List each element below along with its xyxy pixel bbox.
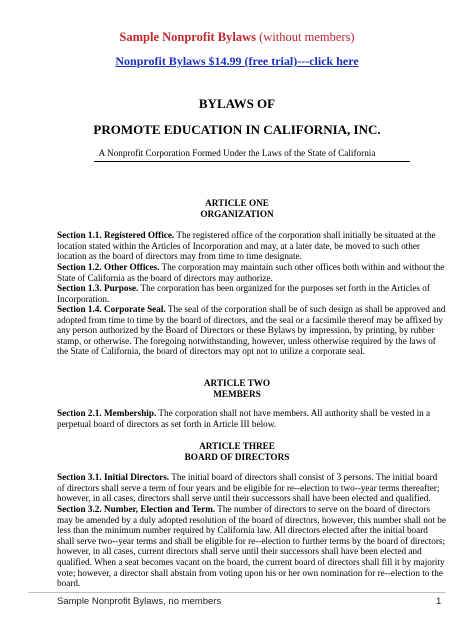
sample-title-bold: Sample Nonprofit Bylaws (119, 30, 256, 44)
section-2-1-text: The corporation shall not have members. All authority shall be vested in a perpetual board of directors as set forth in Article III below. (57, 408, 431, 429)
purchase-link[interactable]: Nonprofit Bylaws $14.99 (free trial)---click here (115, 54, 359, 68)
section-1-3-text: The corporation has been organized for the purposes set forth in the Articles of Incorporation. (57, 283, 430, 304)
section-1-4 (57, 304, 446, 357)
article-one-subtitle: ORGANIZATION (200, 209, 274, 219)
section-1-2-text: The corporation may maintain such other offices both within and without the State of California as the board of directors may authorize. (57, 262, 445, 283)
section-3-2 (57, 504, 446, 589)
section-1-1 (57, 230, 446, 262)
organization-name: PROMOTE EDUCATION IN CALIFORNIA, INC. (93, 122, 381, 137)
section-1-3-title: Section 1.3. Purpose. (57, 283, 139, 293)
section-1-4-title: Section 1.4. Corporate Seal. (57, 304, 166, 314)
article-three-title: ARTICLE THREE (199, 441, 275, 451)
section-3-1-text: The initial board of directors shall consist of 3 persons. The initial board of directors shall serve a term of four years and be eligible for re--election to two--year terms thereafter; however, in all cases, directors shall serve until their successors shall have been elected and qualified. (57, 472, 440, 504)
section-3-1-title: Section 3.1. Initial Directors. (57, 472, 170, 482)
section-1-3 (57, 283, 446, 304)
footer-text: Sample Nonprofit Bylaws, no members (57, 596, 222, 607)
article-two-subtitle: MEMBERS (213, 389, 261, 399)
document-subtitle: A Nonprofit Corporation Formed Under the Laws of the State of California (98, 148, 376, 158)
section-2-1-title: Section 2.1. Membership. (57, 408, 157, 418)
section-3-1 (57, 472, 446, 504)
bylaws-heading: BYLAWS OF (198, 96, 276, 111)
article-two-title: ARTICLE TWO (203, 378, 271, 388)
section-3-2-text: The number of directors to serve on the board of directors may be amended by a duly adopted resolution of the board of directors, however, this number shall not be less than the minimum number required by California law. All directors elected after the initial board shall serve two--year terms and shall be eligible for re--election to further terms by the board of directors; however, in all cases, current directors shall serve until their successors shall have been elected and qualified. When a seat becomes vacant on the board, the current board of directors shall fill it by majority vote; however, a director shall abstain from voting upon his or her own nomination for re--election to the board. (57, 504, 446, 589)
sample-title (0, 30, 474, 45)
section-1-2-title: Section 1.2. Other Offices. (57, 262, 160, 272)
section-1-1-text: The registered office of the corporation shall initially be situated at the location stated within the Articles of Incorporation and may, at a later date, be moved to such other location as the board of directors may from time to time designate. (57, 230, 436, 262)
section-1-1-title: Section 1.1. Registered Office. (57, 230, 175, 240)
section-2-1 (57, 408, 446, 429)
section-1-4-text: The seal of the corporation shall be of such design as shall be approved and adopted from time to time by the board of directors, and the seal or a facsimile thereof may be affixed by any person authorized by the Board of Directors or these Bylaws by impression, by printing, by rubber stamp, or otherwise. The foregoing notwithstanding, however, unless otherwise required by the laws of the State of California, the board of directors may opt not to utilize a corporate seal. (57, 304, 446, 357)
section-3-2-title: Section 3.2. Number, Election and Term. (57, 504, 216, 514)
article-three-subtitle: BOARD OF DIRECTORS (184, 452, 290, 462)
footer-divider (28, 592, 446, 593)
section-1-2 (57, 262, 446, 283)
page-number: 1 (436, 596, 442, 607)
sample-title-suffix: (without members) (259, 30, 355, 44)
subtitle-divider (94, 161, 410, 162)
article-one-title: ARTICLE ONE (205, 198, 269, 208)
